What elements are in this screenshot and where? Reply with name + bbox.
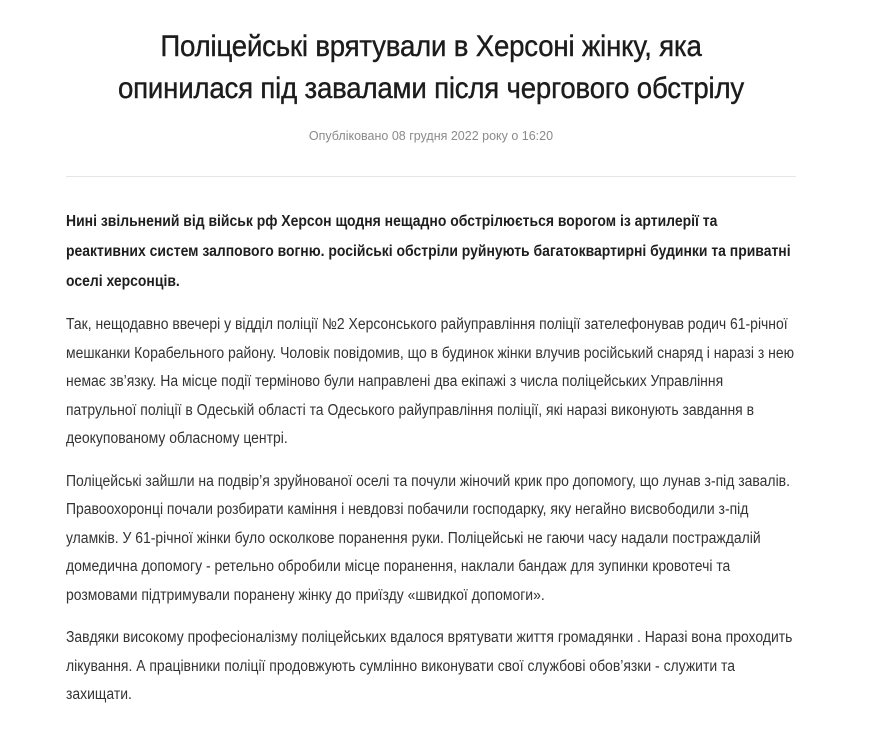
article-title: Поліцейські врятували в Херсоні жінку, яка опинилася під завалами після чергового обстрілу — [117, 30, 745, 105]
news-article — [66, 0, 796, 710]
article-paragraph: Так, нещодавно ввечері у відділ поліції №2 Херсонського райуправління поліції зателефонував родич 61-річної мешканки Корабельного району. Чоловік повідомив, що в будинок жінки влучив російський снаряд і наразі з нею немає зв’язку. На місце події терміново були направлені два екіпажі з числа поліцейських Управління патрульної поліції в Одеській області та Одеського райуправління поліції, які наразі виконують завдання в деокупованому обласному центрі. — [66, 316, 795, 447]
article-lead: Нині звільнений від військ рф Херсон щодня нещадно обстрілюється ворогом із артилерії та реактивних систем залпового вогню. російські обстріли руйнують багатоквартирні будинки та приватні оселі херсонців. — [66, 213, 791, 290]
header-divider — [66, 176, 796, 177]
article-paragraph: Завдяки високому професіоналізму поліцейських вдалося врятувати життя громадянки . Наразі вона проходить лікування. А працівники поліції продовжують сумлінно виконувати свої службові обов’язки - служити та захищати. — [66, 629, 793, 703]
article-paragraph: Поліцейські зайшли на подвір’я зруйнованої оселі та почули жіночий крик про допомогу, що лунав з-під завалів. Правоохоронці почали розбирати каміння і невдовзі побачили господарку, яку негайно висвободили з-під уламків. У 61-річної жінки було осколкове поранення руки. Поліцейські не гаючи часу надали постраждалій домедична допомогу - ретельно обробили місце поранення, наклали бандаж для зупинки кровотечі та розмовами підтримували поранену жінку до приїзду «швидкої допомоги». — [66, 472, 790, 604]
publish-date: Опубліковано 08 грудня 2022 року о 16:20 — [308, 129, 554, 143]
